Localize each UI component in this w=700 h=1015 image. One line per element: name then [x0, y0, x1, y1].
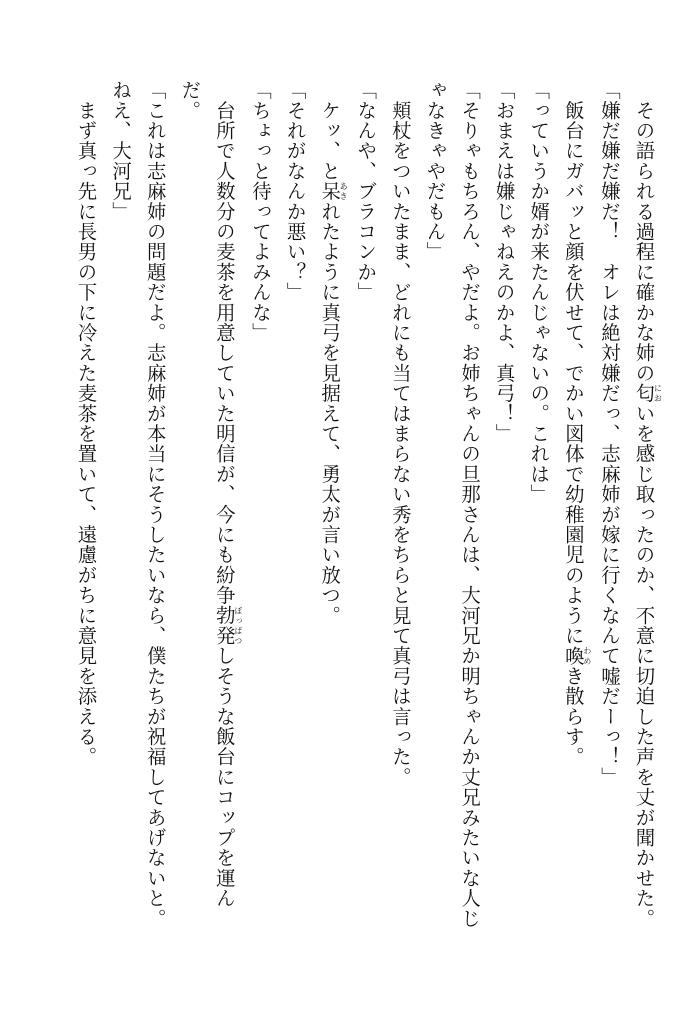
text-line: 「それがなんか悪い？」	[283, 80, 307, 303]
text-line: 「っていうか婿が来たんじゃないの。これは」	[527, 80, 551, 505]
furigana: 勃発ぼっぱつ	[212, 605, 243, 646]
text-line: 台所で人数分の麦茶を用意していた明信が、今にも紛争勃発ぼっぱつしそうな飯台にコップを運ん	[212, 80, 243, 909]
text-line: ねえ、大河兄」	[109, 80, 133, 222]
text-line: 飯台にガバッと顔を伏せて、でかい図体で幼稚園児のように喚わめき散らす。	[561, 80, 592, 767]
text-line: まず真っ先に長男の下に冷えた麦茶を置いて、遠慮がちに意見を添える。	[74, 80, 98, 767]
furigana: 喚わめ	[561, 645, 592, 666]
vertical-text-body	[68, 80, 662, 980]
furigana: 呆あき	[318, 181, 349, 202]
furigana: 匂にお	[632, 383, 663, 404]
text-line: だ。	[178, 80, 202, 121]
text-line: 頬杖をついたまま、どれにも当てはまらない秀をちらと見て真弓は言った。	[388, 80, 412, 787]
text-line: 「そりゃもちろん、やだよ。お姉ちゃんの旦那さんは、大河兄か明ちゃんか丈兄みたいな人じ	[458, 80, 482, 929]
text-line: 「おまえは嫌じゃねえのかよ、真弓！」	[492, 80, 516, 444]
text-line: ケッ、と呆あきれたように真弓を見据えて、勇太が言い放つ。	[318, 80, 349, 626]
text-line: 「嫌だ嫌だ嫌だ！ オレは絶対嫌だっ、志麻姉が嫁に行くなんて嘘だーっ！」	[597, 80, 621, 787]
text-line: その語られる過程に確かな姉の匂においを感じ取ったのか、不意に切迫した声を丈が聞かせた。	[632, 80, 663, 929]
text-line: 「なんや、ブラコンか」	[354, 80, 378, 303]
text-line: 「これは志麻姉の問題だよ。志麻姉が本当にそうしたいなら、僕たちが祝福してあげないと。	[143, 80, 167, 929]
text-line: 「ちょっと待ってよみんな」	[248, 80, 272, 343]
text-line: ゃなきゃやだもん」	[423, 80, 447, 262]
